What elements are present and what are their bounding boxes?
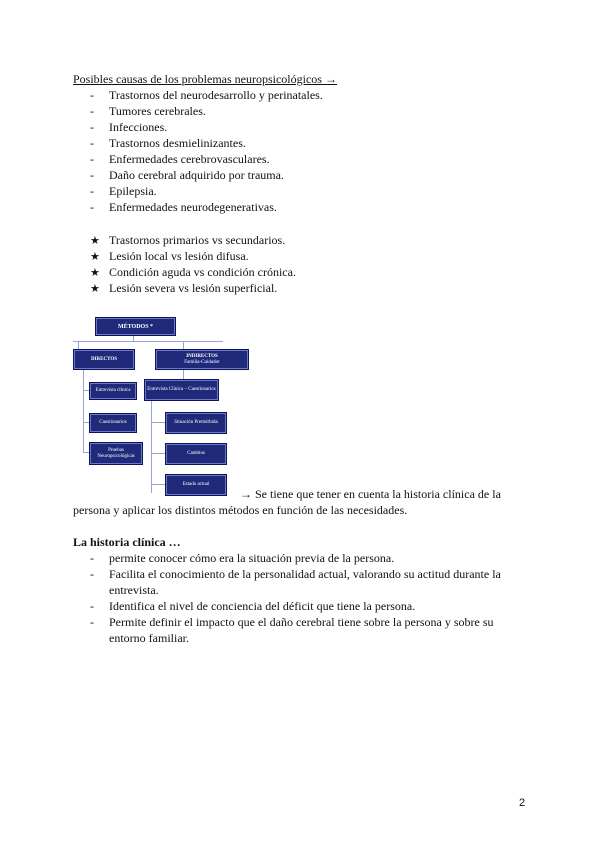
page-number: 2 — [519, 797, 526, 809]
causes-list — [90, 88, 323, 216]
list-item — [90, 265, 296, 281]
connector-line — [151, 484, 165, 485]
connector-line — [83, 369, 84, 453]
list-item — [90, 200, 323, 216]
dash-marker: - — [90, 104, 94, 118]
connector-line — [183, 341, 184, 349]
list-item — [90, 104, 323, 120]
pruebas-box — [89, 442, 143, 465]
box-sublabel: Familia-Cuidador — [184, 359, 220, 365]
dash-marker: - — [90, 567, 94, 581]
connector-line — [78, 341, 79, 349]
list-item — [90, 168, 323, 184]
historia-clinica-heading: La historia clínica … — [73, 535, 181, 549]
situacion-premorbida-box — [165, 412, 227, 434]
dash-marker: - — [90, 551, 94, 565]
list-item-text: Trastornos desmielinizantes. — [109, 136, 246, 150]
box-label: Estado actual — [182, 482, 210, 487]
box-label: Entrevista Clínica – Cuestionarios — [147, 387, 216, 392]
connector-line — [151, 453, 165, 454]
list-item — [90, 120, 323, 136]
box-label: Pruebas Neuropsicológicas — [97, 447, 135, 459]
list-item-text: Enfermedades neurodegenerativas. — [109, 200, 277, 214]
paragraph-line-1: → Se tiene que tener en cuenta la historia clínica de la — [240, 487, 501, 501]
list-item — [90, 136, 323, 152]
star-icon: ★ — [90, 250, 100, 263]
dash-marker: - — [90, 152, 94, 166]
connector-line — [183, 369, 184, 379]
list-item-text: Facilita el conocimiento de la personalidad actual, valorando su actitud durante la entrevista. — [109, 567, 501, 597]
methods-root-box — [95, 317, 176, 336]
connector-line — [73, 341, 223, 342]
cambios-box — [165, 443, 227, 465]
list-item — [90, 566, 510, 598]
dash-marker: - — [90, 200, 94, 214]
list-item-text: Trastornos primarios vs secundarios. — [109, 233, 286, 247]
indirectos-box — [155, 349, 249, 370]
list-item — [90, 88, 323, 104]
list-item-text: Trastornos del neurodesarrollo y perinatales. — [109, 88, 323, 102]
list-item — [90, 152, 323, 168]
list-item-text: Tumores cerebrales. — [109, 104, 206, 118]
dash-marker: - — [90, 615, 94, 629]
dash-marker: - — [90, 168, 94, 182]
dash-marker: - — [90, 136, 94, 150]
star-icon: ★ — [90, 266, 100, 279]
entrevista-clinica-box — [89, 382, 137, 400]
list-item-text: Lesión local vs lesión difusa. — [109, 249, 249, 263]
box-label: Situación Premórbida — [174, 420, 218, 425]
connector-line — [151, 422, 165, 423]
list-item-text: Enfermedades cerebrovasculares. — [109, 152, 270, 166]
entrevista-cuestionarios-box — [144, 379, 219, 401]
list-item-text: Identifica el nivel de conciencia del déficit que tiene la persona. — [109, 599, 416, 613]
dash-marker: - — [90, 88, 94, 102]
dash-marker: - — [90, 120, 94, 134]
contrast-list — [90, 233, 296, 297]
list-item — [90, 550, 510, 566]
methods-diagram — [73, 310, 238, 500]
list-item-text: permite conocer cómo era la situación previa de la persona. — [109, 551, 395, 565]
list-item — [90, 614, 510, 646]
list-item-text: Infecciones. — [109, 120, 168, 134]
paragraph-line-2: persona y aplicar los distintos métodos en función de las necesidades. — [73, 503, 408, 517]
dash-marker: - — [90, 599, 94, 613]
box-label: Entrevista clínica — [95, 388, 131, 393]
list-item-text: Condición aguda vs condición crónica. — [109, 265, 296, 279]
directos-box — [73, 349, 135, 370]
list-item-text: Daño cerebral adquirido por trauma. — [109, 168, 284, 182]
box-label: INDIRECTOS — [186, 353, 218, 359]
estado-actual-box — [165, 474, 227, 496]
box-label: Cuestionarios — [99, 420, 127, 425]
box-label: DIRECTOS — [90, 356, 118, 362]
historia-clinica-list — [90, 550, 510, 646]
star-icon: ★ — [90, 282, 100, 295]
box-label: MÉTODOS * — [117, 323, 154, 330]
list-item-text: Permite definir el impacto que el daño cerebral tiene sobre la persona y sobre su entorno familiar. — [109, 615, 494, 645]
connector-line — [151, 399, 152, 493]
list-item — [90, 184, 323, 200]
list-item-text: Lesión severa vs lesión superficial. — [109, 281, 278, 295]
cuestionarios-box — [89, 413, 137, 433]
star-icon: ★ — [90, 234, 100, 247]
list-item — [90, 281, 296, 297]
list-item — [90, 233, 296, 249]
list-item — [90, 249, 296, 265]
box-label: Cambios — [187, 451, 205, 456]
list-item — [90, 598, 510, 614]
dash-marker: - — [90, 184, 94, 198]
list-item-text: Epilepsia. — [109, 184, 157, 198]
causes-heading: Posibles causas de los problemas neuropsicológicos → — [73, 72, 337, 86]
